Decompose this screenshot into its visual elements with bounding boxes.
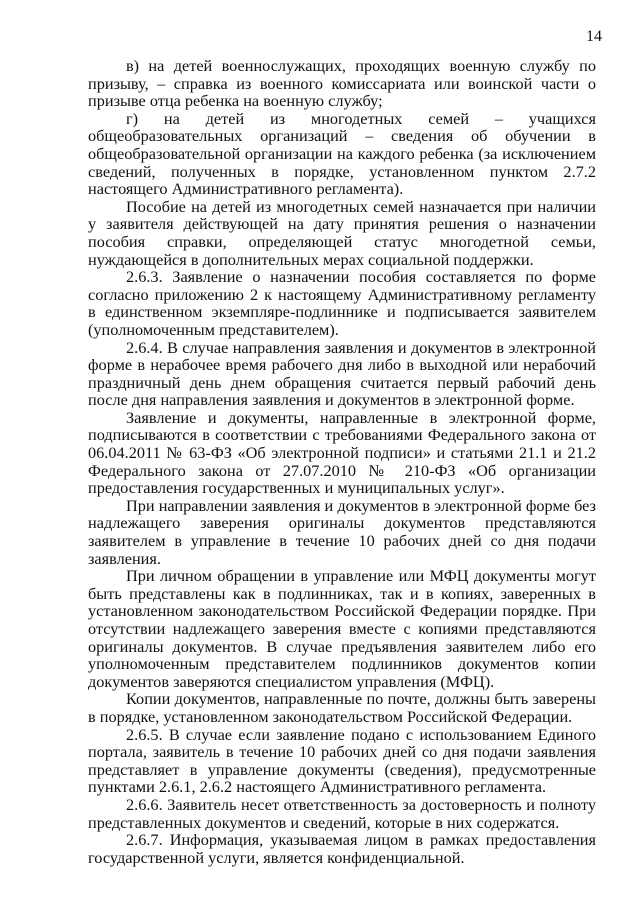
paragraph-originals-submission: При направлении заявления и документов в электронной форме без надлежащего заверения оригиналы документов представляются заявителем в управление в течение 10 рабочих дней со дня подачи заявления. bbox=[88, 495, 596, 568]
page-number: 14 bbox=[586, 28, 602, 45]
paragraph-2-6-4: 2.6.4. В случае направления заявления и документов в электронной форме в нерабочее время рабочего дня либо в выходной или нерабочий праздничный день днем обращения считается первый рабочий день после дня направления заявления и документов в электронной форме. bbox=[88, 337, 596, 410]
paragraph-item-v: в) на детей военнослужащих, проходящих военную службу по призыву, – справка из военного комиссариата или воинской части о призыве отца ребенка на военную службу; bbox=[88, 56, 596, 111]
paragraph-postal-copies: Копии документов, направленные по почте, должны быть заверены в порядке, установленном законодательством Российской Федерации. bbox=[88, 689, 596, 726]
paragraph-2-6-5: 2.6.5. В случае если заявление подано с использованием Единого портала, заявитель в течение 10 рабочих дней со дня подачи заявления представляет в управление документы (сведения), предусмотренные пунктами 2.6.1, 2.6.2 настоящего Административного регламента. bbox=[88, 724, 596, 797]
document-body bbox=[88, 57, 596, 866]
paragraph-large-family-allowance: Пособие на детей из многодетных семей назначается при наличии у заявителя действующей на дату принятия решения о назначении пособия справки, определяющей статус многодетной семьи, нуждающейся в дополнительных мерах социальной поддержки. bbox=[88, 196, 596, 269]
paragraph-2-6-6: 2.6.6. Заявитель несет ответственность за достоверность и полноту представленных документов и сведений, которые в них содержатся. bbox=[88, 794, 596, 832]
paragraph-electronic-signature: Заявление и документы, направленные в электронной форме, подписываются в соответствии с требованиями Федерального закона от 06.04.2011 № 63-ФЗ «Об электронной подписи» и статьями 21.1 и 21.2 Федерального закона от 27.07.2010 № 210-ФЗ «Об организации предоставления государственных и муниципальных услуг». bbox=[88, 407, 596, 498]
paragraph-item-g: г) на детей из многодетных семей – учащихся общеобразовательных организаций – сведения об обучении в общеобразовательной организации на каждого ребенка (за исключением сведений, полученных в порядке, установленном пунктом 2.7.2 настоящего Административного регламента). bbox=[88, 108, 596, 199]
paragraph-2-6-7: 2.6.7. Информация, указываемая лицом в рамках предоставления государственной услуги, является конфиденциальной. bbox=[88, 830, 596, 867]
paragraph-personal-visit: При личном обращении в управление или МФЦ документы могут быть представлены как в подлинниках, так и в копиях, заверенных в установленном законодательством Российской Федерации порядке. При отсутствии надлежащего заверения вместе с копиями представляются оригиналы документов. В случае предъявления заявителем либо его уполномоченным представителем подлинников документов копии документов заверяются специалистом управления (МФЦ). bbox=[88, 566, 596, 691]
paragraph-2-6-3: 2.6.3. Заявление о назначении пособия составляется по форме согласно приложению 2 к настоящему Административному регламенту в единственном экземпляре-подлиннике и подписывается заявителем (уполномоченным представителем). bbox=[88, 267, 596, 339]
